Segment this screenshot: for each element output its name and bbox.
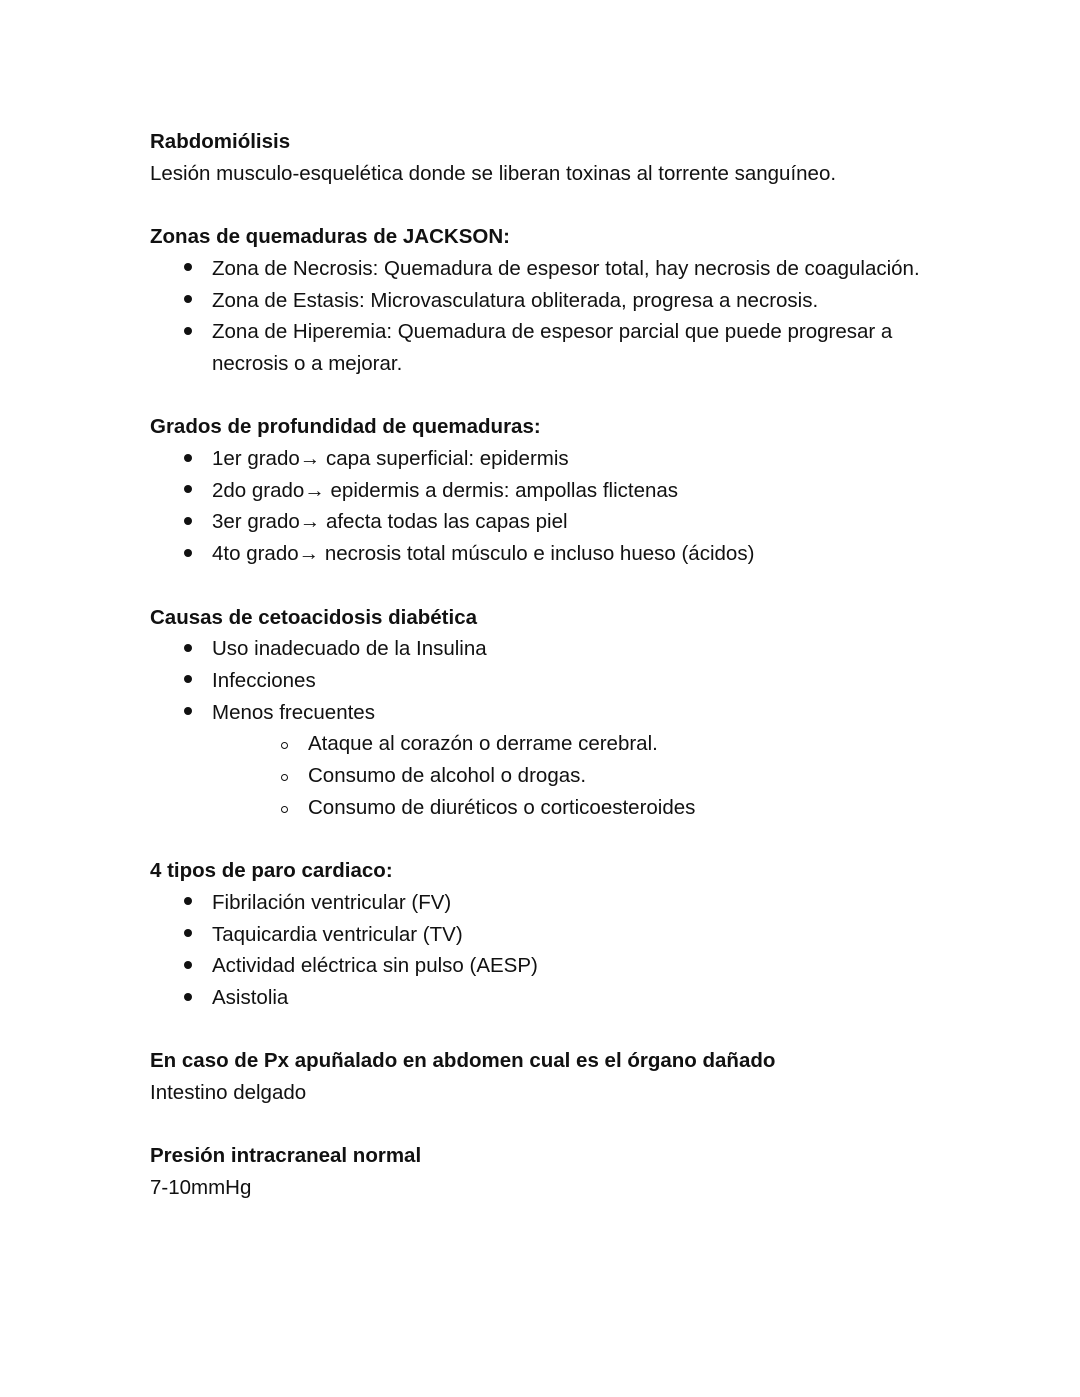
- bullet-dot-icon: [181, 506, 195, 538]
- list-item-text: Actividad eléctrica sin pulso (AESP): [212, 954, 538, 978]
- section-heading: En caso de Px apuñalado en abdomen cual es el órgano dañado: [150, 1049, 776, 1073]
- section-paragraph: 7-10mmHg: [150, 1176, 252, 1200]
- bullet-dot-icon: [181, 475, 195, 507]
- bullet-list: [150, 633, 940, 728]
- sub-list-item: [150, 792, 940, 824]
- sub-list-item-text: Ataque al corazón o derrame cerebral.: [308, 732, 658, 756]
- bullet-dot-icon: [181, 443, 195, 475]
- bullet-dot-icon: [181, 665, 195, 697]
- section-paro-cardiaco: [150, 855, 940, 1014]
- section-heading: Causas de cetoacidosis diabética: [150, 605, 477, 629]
- list-item: [150, 443, 940, 475]
- section-grados-quemaduras: [150, 411, 940, 570]
- bullet-dot-icon: [181, 316, 195, 348]
- list-item-text: Infecciones: [212, 668, 316, 692]
- list-item: [150, 887, 940, 919]
- list-item: [150, 665, 940, 697]
- list-item-text: 1er grado→ capa superficial: epidermis: [212, 447, 569, 470]
- list-item: [150, 285, 940, 317]
- section-presion-intracraneal: [150, 1140, 940, 1203]
- section-paragraph: Intestino delgado: [150, 1081, 307, 1105]
- bullet-dot-icon: [181, 982, 195, 1014]
- bullet-dot-icon: [181, 887, 195, 919]
- list-item: [150, 633, 940, 665]
- list-item: [150, 316, 940, 379]
- sub-list-item-text: Consumo de diuréticos o corticoesteroides: [308, 795, 696, 819]
- list-item-text: 4to grado→ necrosis total músculo e incluso hueso (ácidos): [212, 542, 755, 566]
- section-px-apunalado: [150, 1045, 940, 1108]
- bullet-circle-icon: [277, 760, 291, 792]
- section-heading: Rabdomiólisis: [150, 130, 291, 153]
- list-item: [150, 253, 940, 285]
- bullet-dot-icon: [181, 950, 195, 982]
- list-item-text: Asistolia: [212, 985, 289, 1009]
- bullet-dot-icon: [181, 919, 195, 951]
- list-item: [150, 538, 940, 570]
- list-item: [150, 697, 940, 729]
- list-item-text: 3er grado→ afecta todas las capas piel: [212, 510, 568, 534]
- section-heading: Zonas de quemaduras de JACKSON:: [150, 225, 510, 249]
- list-item-text: Zona de Estasis: Microvasculatura obliterada, progresa a necrosis.: [212, 288, 819, 312]
- bullet-dot-icon: [181, 633, 195, 665]
- bullet-dot-icon: [181, 538, 195, 570]
- list-item-text: Fibrilación ventricular (FV): [212, 890, 452, 914]
- list-item-text: 2do grado→ epidermis a dermis: ampollas flictenas: [212, 478, 679, 502]
- list-item: [150, 475, 940, 507]
- bullet-dot-icon: [181, 253, 195, 285]
- bullet-list: [150, 253, 940, 380]
- section-zonas-jackson: [150, 221, 940, 380]
- list-item: [150, 506, 940, 538]
- list-item: [150, 982, 940, 1014]
- list-item-text: Menos frecuentes: [212, 700, 375, 724]
- sub-bullet-list: [150, 728, 940, 823]
- bullet-list: [150, 887, 940, 1014]
- list-item: [150, 950, 940, 982]
- section-paragraph: Lesión musculo-esquelética donde se liberan toxinas al torrente sanguíneo.: [150, 161, 837, 185]
- sub-list-item-text: Consumo de alcohol o drogas.: [308, 764, 587, 788]
- bullet-circle-icon: [277, 728, 291, 760]
- section-heading: Presión intracraneal normal: [150, 1144, 422, 1168]
- list-item-text: Zona de Necrosis: Quemadura de espesor total, hay necrosis de coagulación.: [212, 256, 920, 280]
- section-heading: 4 tipos de paro cardiaco:: [150, 859, 393, 883]
- sub-list-item: [150, 728, 940, 760]
- list-item: [150, 919, 940, 951]
- section-rabdomiolisis: [150, 126, 940, 189]
- bullet-list: [150, 443, 940, 570]
- document-page: [150, 126, 940, 1236]
- section-heading: Grados de profundidad de quemaduras:: [150, 415, 541, 439]
- bullet-dot-icon: [181, 285, 195, 317]
- list-item-text: Uso inadecuado de la Insulina: [212, 637, 487, 661]
- bullet-dot-icon: [181, 697, 195, 729]
- list-item-text: Zona de Hiperemia: Quemadura de espesor parcial que puede progresar a necrosis o a mejorar.: [212, 320, 893, 375]
- section-cetoacidosis: [150, 602, 940, 824]
- list-item-text: Taquicardia ventricular (TV): [212, 922, 463, 946]
- bullet-circle-icon: [277, 792, 291, 824]
- sub-list-item: [150, 760, 940, 792]
